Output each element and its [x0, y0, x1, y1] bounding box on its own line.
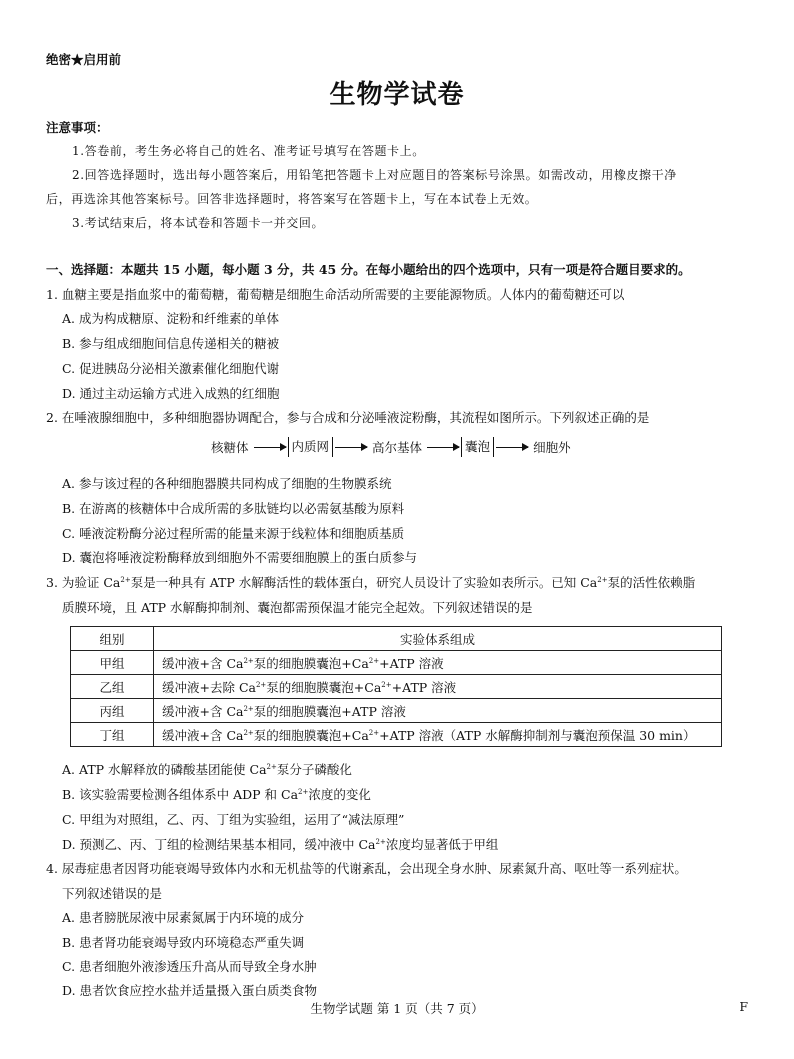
- question-3-stem-cont: 质膜环境，且 ATP 水解酶抑制剂、囊泡都需预保温才能完全起效。下列叙述错误的是: [62, 600, 533, 615]
- question-2-option-a: A. 参与该过程的各种细胞器膜共同构成了细胞的生物膜系统: [62, 476, 392, 491]
- table-cell-composition: 缓冲液+含 $Ca^{2+}$泵的细胞膜囊泡+ATP 溶液: [154, 699, 722, 723]
- table-header-composition: 实验体系组成: [154, 627, 722, 651]
- note-2: 2.回答选择题时，选出每小题答案后，用铅笔把答题卡上对应题目的答案标号涂黑。如需改动，用橡皮擦干净: [72, 168, 677, 182]
- question-4-option-a: A. 患者膀胱尿液中尿素氮属于内环境的成分: [62, 910, 304, 925]
- flow-node-ribosome: 核糖体: [211, 440, 249, 455]
- secretion-flow-diagram: [208, 436, 574, 458]
- page-title: 生物学试卷: [329, 80, 465, 110]
- question-2-stem: 2. 在唾液腺细胞中，多种细胞器协调配合，参与合成和分泌唾液淀粉酶，其流程如图所示。下列叙述正确的是: [46, 410, 650, 425]
- note-2-cont: 后，再选涂其他答案标号。回答非选择题时，将答案写在答题卡上，写在本试卷上无效。: [46, 192, 538, 206]
- note-1: 1.答卷前，考生务必将自己的姓名、准考证号填写在答题卡上。: [72, 144, 425, 158]
- question-1-option-b: B. 参与组成细胞间信息传递相关的糖被: [62, 336, 280, 351]
- flow-arrow: [254, 447, 286, 448]
- question-1-option-c: C. 促进胰岛分泌相关激素催化细胞代谢: [62, 361, 280, 376]
- flow-node-vesicle: 囊泡: [461, 437, 494, 457]
- table-cell-group: 丁组: [71, 723, 154, 747]
- table-header-group: 组别: [71, 627, 154, 651]
- flow-node-extracellular: 细胞外: [533, 440, 571, 455]
- flow-arrow: [335, 447, 367, 448]
- table-header-row: [71, 627, 722, 651]
- table-cell-group: 丙组: [71, 699, 154, 723]
- table-cell-group: 乙组: [71, 675, 154, 699]
- question-1-option-a: A. 成为构成糖原、淀粉和纤维素的单体: [62, 311, 279, 326]
- question-3-option-b: B. 该实验需要检测各组体系中 ADP 和 $Ca^{2+}$浓度的变化: [62, 787, 371, 802]
- flow-node-golgi: 高尔基体: [372, 440, 423, 455]
- table-row: [71, 699, 722, 723]
- question-4-stem-cont: 下列叙述错误的是: [62, 886, 163, 901]
- table-row: [71, 675, 722, 699]
- notes-title: 注意事项：: [46, 120, 109, 135]
- page-footer: 生物学试题 第 1 页（共 7 页）: [310, 1001, 484, 1016]
- confidential-mark: 绝密★启用前: [46, 52, 122, 67]
- question-4-stem: 4. 尿毒症患者因肾功能衰竭导致体内水和无机盐等的代谢紊乱，会出现全身水肿、尿素氮升高、呕吐等一系列症状。: [46, 861, 687, 876]
- question-3-stem: 3. 为验证 $Ca^{2+}$泵是一种具有 ATP 水解酶活性的载体蛋白，研究人员设计了实验如表所示。已知 $Ca^{2+}$泵的活性依赖脂: [46, 575, 696, 590]
- table-cell-composition: 缓冲液+含 $Ca^{2+}$泵的细胞膜囊泡$+Ca^{2+}+ATP$ 溶液: [154, 651, 722, 675]
- experiment-table: [70, 626, 722, 747]
- table-row: [71, 723, 722, 747]
- flow-arrow: [496, 447, 528, 448]
- table-cell-composition: 缓冲液+去除 $Ca^{2+}$泵的细胞膜囊泡$+Ca^{2+}+ATP$ 溶液: [154, 675, 722, 699]
- paper-code: F: [739, 999, 748, 1014]
- question-1-stem: 1. 血糖主要是指血浆中的葡萄糖，葡萄糖是细胞生命活动所需要的主要能源物质。人体内的葡萄糖还可以: [46, 287, 625, 302]
- table-cell-composition: 缓冲液+含 $Ca^{2+}$泵的细胞膜囊泡$+Ca^{2+}+ATP$ 溶液（ATP 水解酶抑制剂与囊泡预保温 30 min）: [154, 723, 722, 747]
- table-cell-group: 甲组: [71, 651, 154, 675]
- question-2-option-c: C. 唾液淀粉酶分泌过程所需的能量来源于线粒体和细胞质基质: [62, 526, 405, 541]
- section-heading: 一、选择题：本题共 15 小题，每小题 3 分，共 45 分。在每小题给出的四个选项中，只有一项是符合题目要求的。: [46, 262, 691, 277]
- question-4-option-c: C. 患者细胞外液渗透压升高从而导致全身水肿: [62, 959, 317, 974]
- question-3-option-a: A. ATP 水解释放的磷酸基团能使 $Ca^{2+}$泵分子磷酸化: [62, 762, 352, 777]
- question-1-option-d: D. 通过主动运输方式进入成熟的红细胞: [62, 386, 280, 401]
- question-3-option-d: D. 预测乙、丙、丁组的检测结果基本相同，缓冲液中 $Ca^{2+}$浓度均显著低于甲组: [62, 837, 499, 852]
- flow-node-er: 内质网: [288, 437, 334, 457]
- flow-arrow: [427, 447, 459, 448]
- note-3: 3.考试结束后，将本试卷和答题卡一并交回。: [72, 216, 325, 230]
- question-4-option-d: D. 患者饮食应控水盐并适量摄入蛋白质类食物: [62, 983, 318, 998]
- question-3-option-c: C. 甲组为对照组，乙、丙、丁组为实验组，运用了“减法原理”: [62, 812, 405, 827]
- table-row: [71, 651, 722, 675]
- question-2-option-d: D. 囊泡将唾液淀粉酶释放到细胞外不需要细胞膜上的蛋白质参与: [62, 550, 418, 565]
- question-4-option-b: B. 患者肾功能衰竭导致内环境稳态严重失调: [62, 935, 305, 950]
- question-2-option-b: B. 在游离的核糖体中合成所需的多肽链均以必需氨基酸为原料: [62, 501, 405, 516]
